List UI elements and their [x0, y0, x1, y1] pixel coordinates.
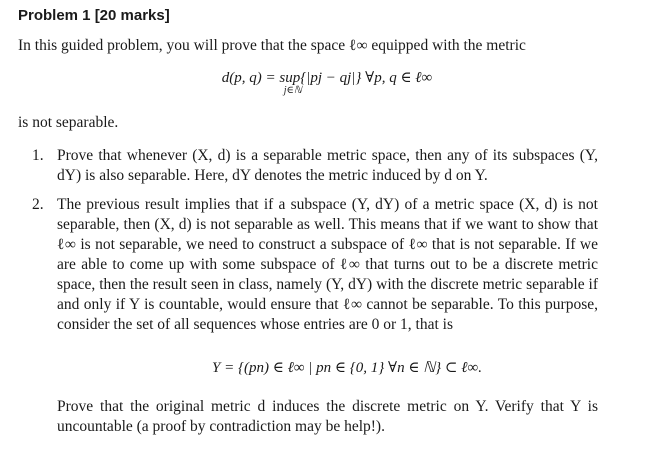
intro-text: In this guided problem, you will prove that the space ℓ∞ equipped with the metric: [18, 37, 526, 54]
list-item-number: 1.: [32, 147, 44, 164]
problem-title: Problem 1 [20 marks]: [18, 7, 170, 24]
set-equation: Y = {(pn) ∈ ℓ∞ | pn ∈ {0, 1} ∀n ∈ ℕ} ⊂ ℓ∞.: [212, 360, 482, 376]
list-item-text: Prove that whenever (X, d) is a separable metric space, then any of its subspaces (Y, dY) is also separable. Here, dY denotes the metric induced by d on Y.: [57, 147, 598, 184]
metric-equation: [221, 68, 433, 96]
after-equation-text: is not separable.: [18, 114, 119, 131]
metric-display: [0, 68, 654, 96]
closing-paragraph: [57, 397, 598, 437]
metric-equation-text: d(p, q) = sup{|pj − qj|} ∀p, q ∈ ℓ∞: [221, 70, 433, 86]
list-item-number: 2.: [32, 196, 44, 213]
metric-sup-subscript: j∈ℕ: [283, 85, 302, 96]
list-item-text: The previous result implies that if a subspace (Y, dY) of a metric space (X, d) is not separable, then (X, d) is not separable as well. This means that if we want to show that ℓ∞ is not separable, we need to construct a subspace of ℓ∞ that is not separable. If we are able to come up with some subspace of ℓ∞ that turns out to be a discrete metric space, then the result seen in class, namely (Y, dY) with the discrete metric separable if and only if Y is countable, would ensure that ℓ∞ cannot be separable. To this purpose, consider the set of all sequences whose entries are 0 or 1, that is: [57, 196, 598, 333]
closing-text: Prove that the original metric d induces the discrete metric on Y. Verify that Y is uncountable (a proof by contradiction may be help!).: [57, 398, 598, 435]
